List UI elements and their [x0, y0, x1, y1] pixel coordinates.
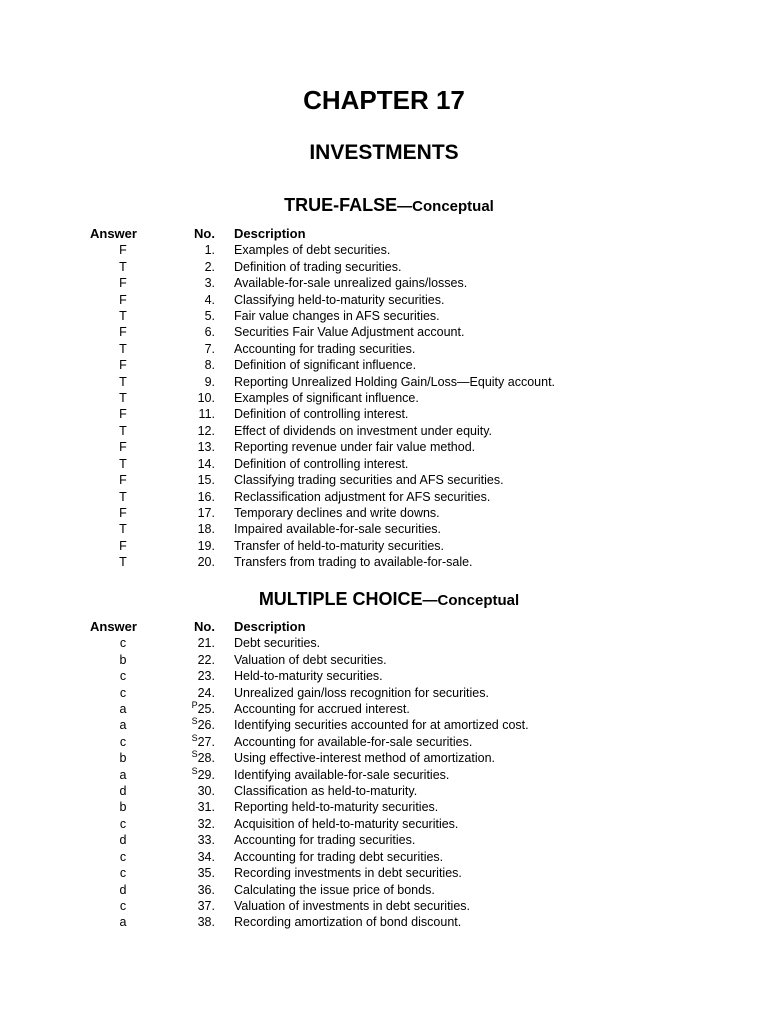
- column-gap: [215, 652, 234, 668]
- description-cell: Recording amortization of bond discount.: [234, 915, 462, 930]
- answer-cell: F: [119, 276, 127, 291]
- table-row: [80, 635, 529, 651]
- number-cell: [166, 406, 215, 422]
- table-row: [80, 357, 555, 373]
- number-cell: [166, 750, 215, 766]
- description-cell: Effect of dividends on investment under equity.: [234, 423, 493, 438]
- number-cell: [166, 799, 215, 815]
- answer-cell: c: [119, 898, 127, 913]
- column-gap: [215, 635, 234, 651]
- answer-cell: T: [119, 391, 127, 406]
- column-gap: [215, 717, 234, 733]
- description-cell: Accounting for trading debt securities.: [234, 849, 444, 864]
- answer-cell: T: [119, 555, 127, 570]
- number-cell: [166, 374, 215, 390]
- answer-cell: F: [119, 538, 127, 553]
- question-number: 21.: [197, 636, 215, 651]
- column-gap: [215, 226, 234, 242]
- column-gap: [215, 783, 234, 799]
- answer-cell: F: [119, 440, 127, 455]
- column-gap: [215, 456, 234, 472]
- question-number: 25.: [197, 702, 215, 717]
- column-gap: [215, 865, 234, 881]
- question-number: 26.: [197, 718, 215, 733]
- description-cell: Available-for-sale unrealized gains/losses.: [234, 276, 468, 291]
- table-row: [80, 423, 555, 439]
- number-cell: [166, 472, 215, 488]
- answer-cell: F: [119, 325, 127, 340]
- number-cell: [166, 308, 215, 324]
- number-cell: [166, 898, 215, 914]
- answer-cell: T: [119, 456, 127, 471]
- question-number: 23.: [197, 669, 215, 684]
- column-gap: [215, 799, 234, 815]
- question-number: 6.: [204, 325, 215, 340]
- number-cell: [166, 242, 215, 258]
- question-number: 3.: [204, 276, 215, 291]
- table-row: [80, 390, 555, 406]
- answer-cell: c: [119, 866, 127, 881]
- question-number: 30.: [197, 784, 215, 799]
- answer-cell: a: [119, 718, 127, 733]
- table-row: [80, 849, 529, 865]
- table-row: [80, 292, 555, 308]
- table-row: [80, 914, 529, 930]
- description-cell: Classifying trading securities and AFS securities.: [234, 473, 504, 488]
- column-gap: [215, 521, 234, 537]
- description-cell: Valuation of debt securities.: [234, 652, 387, 667]
- table-row: [80, 242, 555, 258]
- number-cell: [166, 734, 215, 750]
- table-row: [80, 668, 529, 684]
- column-gap: [215, 898, 234, 914]
- column-gap: [215, 275, 234, 291]
- true-false-heading: [0, 194, 768, 218]
- table-row: [80, 816, 529, 832]
- question-mark-superscript: P: [191, 700, 198, 711]
- answer-cell: F: [119, 243, 127, 258]
- number-cell: [166, 390, 215, 406]
- number-cell: [166, 292, 215, 308]
- answer-cell: b: [119, 652, 127, 667]
- number-cell: [166, 275, 215, 291]
- question-number: 34.: [197, 849, 215, 864]
- number-cell: [166, 865, 215, 881]
- column-gap: [215, 308, 234, 324]
- description-cell: Acquisition of held-to-maturity securities.: [234, 816, 459, 831]
- answer-cell: T: [119, 489, 127, 504]
- description-cell: Temporary declines and write downs.: [234, 505, 440, 520]
- description-cell: Using effective-interest method of amortization.: [234, 751, 496, 766]
- answer-cell: T: [119, 259, 127, 274]
- table-row: [80, 406, 555, 422]
- description-column-header: Description: [234, 619, 306, 634]
- description-cell: Reclassification adjustment for AFS securities.: [234, 489, 491, 504]
- column-gap: [215, 914, 234, 930]
- question-number: 2.: [204, 259, 215, 274]
- number-cell: [166, 505, 215, 521]
- question-number: 8.: [204, 358, 215, 373]
- number-cell: [166, 914, 215, 930]
- question-mark-superscript: S: [191, 765, 198, 776]
- table-row: [80, 505, 555, 521]
- column-gap: [215, 668, 234, 684]
- number-cell: [166, 635, 215, 651]
- question-number: 24.: [197, 685, 215, 700]
- description-cell: Unrealized gain/loss recognition for securities.: [234, 685, 489, 700]
- table-header-row: [80, 619, 529, 635]
- question-number: 14.: [197, 456, 215, 471]
- answer-cell: d: [119, 882, 127, 897]
- answer-cell: b: [119, 800, 127, 815]
- answer-cell: T: [119, 522, 127, 537]
- description-cell: Accounting for trading securities.: [234, 833, 416, 848]
- column-gap: [215, 816, 234, 832]
- table-row: [80, 685, 529, 701]
- table-row: [80, 832, 529, 848]
- table-row: [80, 538, 555, 554]
- description-cell: Reporting Unrealized Holding Gain/Loss—Equity account.: [234, 374, 556, 389]
- column-gap: [215, 685, 234, 701]
- number-cell: [166, 521, 215, 537]
- question-number: 11.: [198, 407, 215, 422]
- column-gap: [215, 472, 234, 488]
- section-heading-sub: —Conceptual: [397, 198, 494, 215]
- question-number: 29.: [197, 767, 215, 782]
- column-gap: [215, 538, 234, 554]
- number-cell: [166, 456, 215, 472]
- question-number: 20.: [197, 555, 215, 570]
- table-row: [80, 799, 529, 815]
- question-number: 37.: [197, 898, 215, 913]
- column-gap: [215, 734, 234, 750]
- table-row: [80, 701, 529, 717]
- description-cell: Classifying held-to-maturity securities.: [234, 292, 445, 307]
- question-number: 19.: [197, 538, 215, 553]
- question-number: 36.: [197, 882, 215, 897]
- description-cell: Transfers from trading to available-for-sale.: [234, 555, 473, 570]
- answer-cell: F: [119, 358, 127, 373]
- question-number: 38.: [197, 915, 215, 930]
- table-row: [80, 717, 529, 733]
- question-number: 5.: [204, 309, 215, 324]
- question-number: 35.: [197, 866, 215, 881]
- question-number: 17.: [197, 505, 215, 520]
- table-row: [80, 472, 555, 488]
- answer-cell: c: [119, 669, 127, 684]
- table-row: [80, 521, 555, 537]
- table-row: [80, 750, 529, 766]
- number-column-header: No.: [194, 619, 215, 634]
- question-number: 27.: [197, 734, 215, 749]
- number-cell: [166, 701, 215, 717]
- table-row: [80, 734, 529, 750]
- question-number: 7.: [204, 341, 215, 356]
- description-cell: Debt securities.: [234, 636, 321, 651]
- question-mark-superscript: S: [191, 749, 198, 760]
- multiple-choice-heading: [0, 588, 768, 612]
- answer-cell: c: [119, 636, 127, 651]
- table-row: [80, 865, 529, 881]
- description-cell: Identifying available-for-sale securities.: [234, 767, 450, 782]
- number-cell: [166, 489, 215, 505]
- true-false-table: [80, 226, 555, 571]
- question-mark-superscript: S: [191, 732, 198, 743]
- description-cell: Calculating the issue price of bonds.: [234, 882, 435, 897]
- number-cell: [166, 783, 215, 799]
- table-row: [80, 767, 529, 783]
- number-cell: [166, 668, 215, 684]
- number-cell: [166, 816, 215, 832]
- answer-cell: a: [119, 702, 127, 717]
- question-number: 4.: [204, 292, 215, 307]
- description-cell: Held-to-maturity securities.: [234, 669, 383, 684]
- description-cell: Accounting for trading securities.: [234, 341, 416, 356]
- chapter-subtitle: INVESTMENTS: [309, 141, 459, 164]
- column-gap: [215, 242, 234, 258]
- description-cell: Identifying securities accounted for at amortized cost.: [234, 718, 529, 733]
- column-gap: [215, 832, 234, 848]
- column-gap: [215, 259, 234, 275]
- multiple-choice-table: [80, 619, 529, 931]
- number-cell: [166, 849, 215, 865]
- description-cell: Accounting for available-for-sale securities.: [234, 734, 473, 749]
- question-number: 31.: [197, 800, 215, 815]
- question-number: 16.: [197, 489, 215, 504]
- description-cell: Examples of significant influence.: [234, 391, 419, 406]
- table-row: [80, 456, 555, 472]
- question-number: 18.: [197, 522, 215, 537]
- question-number: 10.: [197, 391, 215, 406]
- answer-cell: c: [119, 849, 127, 864]
- description-column-header: Description: [234, 226, 306, 241]
- description-cell: Definition of controlling interest.: [234, 407, 409, 422]
- description-cell: Reporting held-to-maturity securities.: [234, 800, 439, 815]
- answer-cell: b: [119, 751, 127, 766]
- number-cell: [166, 685, 215, 701]
- column-gap: [215, 750, 234, 766]
- answer-cell: T: [119, 309, 127, 324]
- answer-cell: T: [119, 374, 127, 389]
- description-cell: Accounting for accrued interest.: [234, 702, 410, 717]
- answer-cell: F: [119, 292, 127, 307]
- answer-cell: a: [119, 915, 127, 930]
- question-number: 13.: [197, 440, 215, 455]
- question-number: 15.: [197, 473, 215, 488]
- question-number: 1.: [204, 243, 215, 258]
- column-gap: [215, 849, 234, 865]
- table-row: [80, 554, 555, 570]
- column-gap: [215, 767, 234, 783]
- description-cell: Fair value changes in AFS securities.: [234, 309, 440, 324]
- number-cell: [166, 439, 215, 455]
- question-number: 28.: [197, 751, 215, 766]
- answer-cell: a: [119, 767, 127, 782]
- question-mark-superscript: S: [191, 716, 198, 727]
- answer-cell: d: [119, 833, 127, 848]
- column-gap: [215, 406, 234, 422]
- column-gap: [215, 439, 234, 455]
- column-gap: [215, 701, 234, 717]
- table-row: [80, 275, 555, 291]
- number-cell: [166, 259, 215, 275]
- table-row: [80, 341, 555, 357]
- column-gap: [215, 292, 234, 308]
- section-heading-main: TRUE-FALSE: [284, 195, 398, 215]
- description-cell: Valuation of investments in debt securities.: [234, 898, 471, 913]
- number-cell: [166, 554, 215, 570]
- answer-cell: F: [119, 473, 127, 488]
- answer-column-header: Answer: [90, 619, 137, 634]
- number-cell: [166, 882, 215, 898]
- answer-cell: c: [119, 816, 127, 831]
- number-cell: [166, 341, 215, 357]
- table-row: [80, 652, 529, 668]
- answer-cell: c: [119, 685, 127, 700]
- table-row: [80, 898, 529, 914]
- description-cell: Definition of significant influence.: [234, 358, 417, 373]
- number-cell: [166, 717, 215, 733]
- description-cell: Recording investments in debt securities.: [234, 866, 462, 881]
- question-number: 22.: [197, 652, 215, 667]
- chapter-title: CHAPTER 17: [303, 85, 465, 115]
- number-cell: [166, 767, 215, 783]
- table-row: [80, 259, 555, 275]
- answer-cell: T: [119, 423, 127, 438]
- description-cell: Definition of controlling interest.: [234, 456, 409, 471]
- answer-cell: d: [119, 784, 127, 799]
- number-cell: [166, 357, 215, 373]
- multiple-choice-rows: [80, 635, 529, 930]
- number-cell: [166, 324, 215, 340]
- section-heading-sub: —Conceptual: [422, 592, 520, 609]
- description-cell: Reporting revenue under fair value method.: [234, 440, 476, 455]
- column-gap: [215, 619, 234, 635]
- column-gap: [215, 505, 234, 521]
- description-cell: Definition of trading securities.: [234, 259, 402, 274]
- table-row: [80, 374, 555, 390]
- table-row: [80, 439, 555, 455]
- number-cell: [166, 423, 215, 439]
- description-cell: Impaired available-for-sale securities.: [234, 522, 442, 537]
- answer-cell: T: [119, 341, 127, 356]
- description-cell: Classification as held-to-maturity.: [234, 784, 418, 799]
- question-number: 33.: [197, 833, 215, 848]
- answer-cell: F: [119, 505, 127, 520]
- table-row: [80, 308, 555, 324]
- table-row: [80, 324, 555, 340]
- column-gap: [215, 341, 234, 357]
- number-cell: [166, 538, 215, 554]
- description-cell: Examples of debt securities.: [234, 243, 391, 258]
- description-cell: Securities Fair Value Adjustment account.: [234, 325, 465, 340]
- description-cell: Transfer of held-to-maturity securities.: [234, 538, 445, 553]
- answer-column-header: Answer: [90, 226, 137, 241]
- number-cell: [166, 652, 215, 668]
- column-gap: [215, 324, 234, 340]
- question-number: 9.: [204, 374, 215, 389]
- number-column-header: No.: [194, 226, 215, 241]
- column-gap: [215, 390, 234, 406]
- column-gap: [215, 357, 234, 373]
- table-row: [80, 489, 555, 505]
- true-false-rows: [80, 242, 555, 570]
- column-gap: [215, 423, 234, 439]
- column-gap: [215, 882, 234, 898]
- answer-cell: F: [119, 407, 127, 422]
- section-heading-main: MULTIPLE CHOICE: [258, 589, 423, 609]
- column-gap: [215, 554, 234, 570]
- column-gap: [215, 374, 234, 390]
- column-gap: [215, 489, 234, 505]
- table-row: [80, 882, 529, 898]
- table-header-row: [80, 226, 555, 242]
- question-number: 32.: [197, 816, 215, 831]
- number-cell: [166, 832, 215, 848]
- answer-cell: c: [119, 734, 127, 749]
- question-number: 12.: [197, 423, 215, 438]
- table-row: [80, 783, 529, 799]
